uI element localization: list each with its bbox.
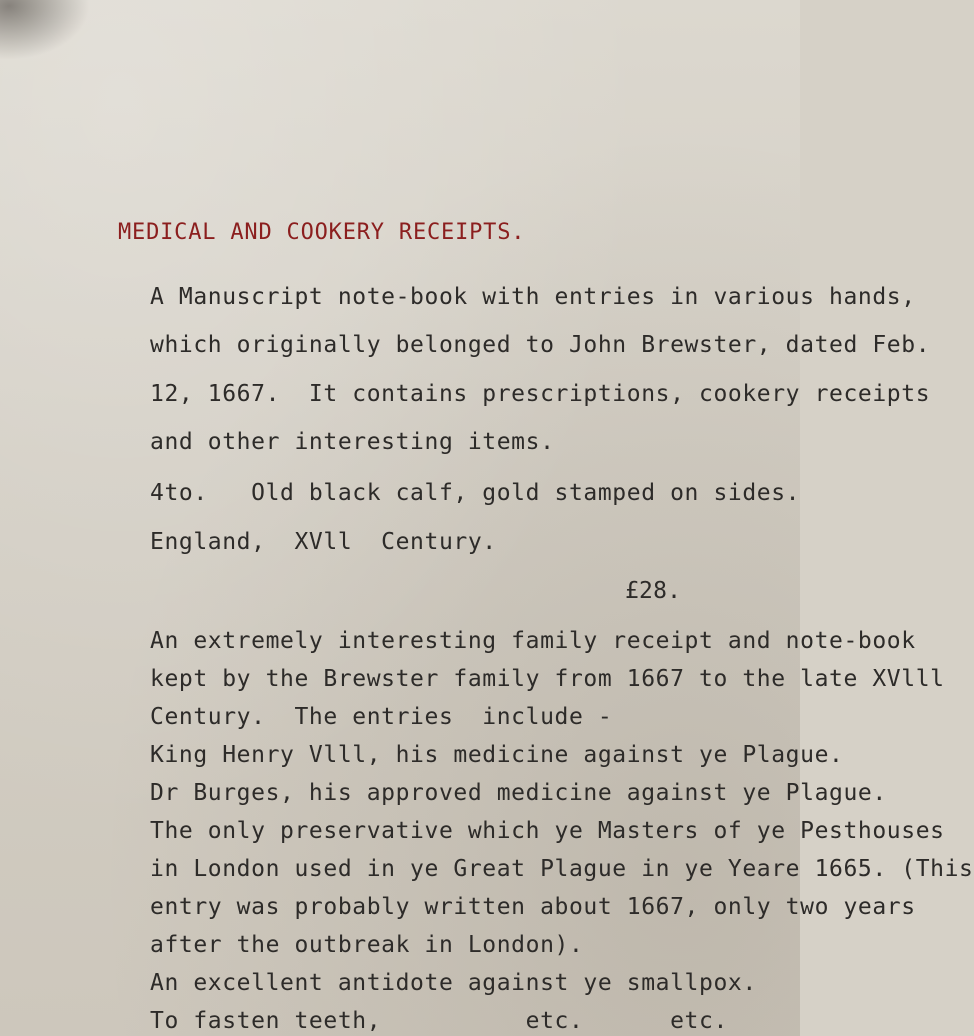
description-line: A Manuscript note-book with entries in various hands, xyxy=(150,284,916,310)
page-title: MEDICAL AND COOKERY RECEIPTS. xyxy=(118,220,526,245)
note-line: Century. The entries include - xyxy=(150,704,613,730)
paper-stain xyxy=(0,0,90,60)
note-line: An extremely interesting family receipt and note-book xyxy=(150,628,916,654)
price: £28. xyxy=(625,578,682,604)
note-line: kept by the Brewster family from 1667 to the late XVlll xyxy=(150,666,945,692)
description-line: which originally belonged to John Brewster, dated Feb. xyxy=(150,332,931,358)
format-line: 4to. Old black calf, gold stamped on sides. xyxy=(150,480,801,506)
note-line: entry was probably written about 1667, only two years xyxy=(150,894,916,920)
note-line: An excellent antidote against ye smallpox. xyxy=(150,970,757,996)
note-line: The only preservative which ye Masters of ye Pesthouses xyxy=(150,818,945,844)
note-line: King Henry Vlll, his medicine against ye Plague. xyxy=(150,742,844,768)
note-line: after the outbreak in London). xyxy=(150,932,584,958)
origin-line: England, XVll Century. xyxy=(150,529,497,555)
description-line: 12, 1667. It contains prescriptions, cookery receipts xyxy=(150,381,931,407)
note-line: To fasten teeth, etc. etc. xyxy=(150,1008,728,1034)
note-line: in London used in ye Great Plague in ye Yeare 1665. (This xyxy=(150,856,974,882)
description-line: and other interesting items. xyxy=(150,429,555,455)
note-line: Dr Burges, his approved medicine against ye Plague. xyxy=(150,780,887,806)
